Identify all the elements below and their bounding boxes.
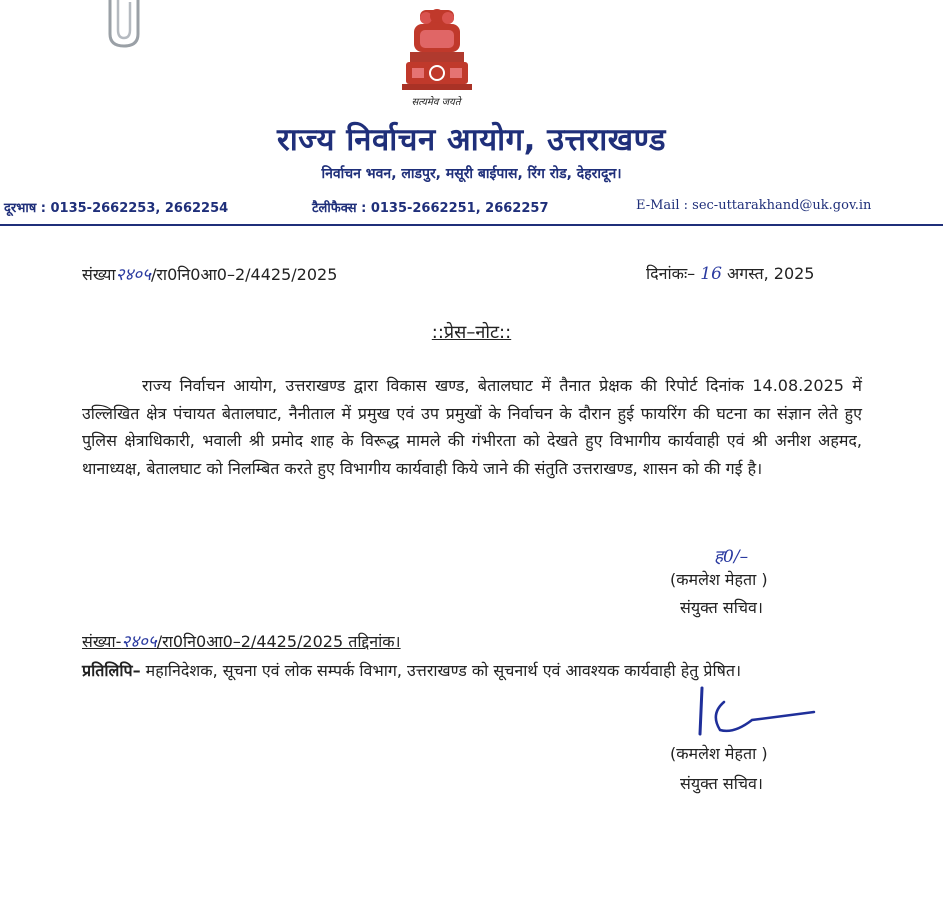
ref-number-handwritten: २४०५ — [115, 265, 151, 285]
phone-label: दूरभाष : — [4, 201, 46, 216]
national-emblem-icon — [398, 8, 476, 106]
email-line — [636, 198, 871, 213]
copy-ref-prefix: संख्या- — [82, 632, 122, 651]
signatory-designation: संयुक्त सचिव। — [680, 598, 763, 617]
phone-line — [4, 198, 228, 216]
org-title: राज्य निर्वाचन आयोग, उत्तराखण्ड — [277, 122, 666, 158]
copy-reference — [82, 629, 401, 652]
signatory-name: (कमलेश मेहता ) — [670, 570, 768, 589]
signatory-initial: ह0/– — [714, 547, 749, 567]
press-note-heading: ::प्रेस–नोट:: — [431, 322, 512, 343]
header-divider — [0, 224, 943, 226]
fax-line — [312, 198, 549, 216]
date-rest: अगस्त, 2025 — [727, 264, 815, 283]
phone-value: 0135-2662253, 2662254 — [50, 201, 229, 216]
ref-suffix: /रा0नि0आ0–2/4425/2025 — [150, 265, 338, 284]
emblem-motto: सत्यमेव जयते — [411, 97, 461, 108]
copy-to-text — [82, 657, 862, 685]
org-address: निर्वाचन भवन, लाडपुर, मसूरी बाईपास, रिंग रोड, देहरादून। — [321, 166, 622, 182]
date-label: दिनांकः– — [646, 264, 696, 283]
press-note-body — [82, 372, 862, 482]
paperclip-icon — [102, 0, 152, 50]
copy-body: महानिदेशक, सूचना एवं लोक सम्पर्क विभाग, उत्तराखण्ड को सूचनार्थ एवं आवश्यक कार्यवाही हेतु प्रेषित। — [140, 661, 742, 680]
date-day-handwritten: 16 — [700, 264, 722, 284]
reference-number — [82, 262, 337, 285]
ref-prefix: संख्या — [82, 265, 116, 284]
reference-date — [646, 262, 814, 284]
copy-ref-suffix: /रा0नि0आ0–2/4425/2025 तद्दिनांक। — [156, 632, 401, 651]
copy-label: प्रतिलिपि– — [82, 661, 141, 680]
copy-signatory-name: (कमलेश मेहता ) — [670, 744, 768, 763]
fax-value: 0135-2662251, 2662257 — [370, 201, 549, 216]
copy-signatory-designation: संयुक्त सचिव। — [680, 774, 763, 793]
email-label: E-Mail : — [636, 198, 689, 213]
body-paragraph: राज्य निर्वाचन आयोग, उत्तराखण्ड द्वारा विकास खण्ड, बेतालघाट में तैनात प्रेक्षक की रिपोर्ट दिनांक 14.08.2025 में उल्लिखित क्षेत्र पंचायत बेतालघाट, नैनीताल में प्रमुख एवं उप प्रमुखों के निर्वाचन के दौरान हुई फायरिंग की घटना का संज्ञान लेते हुए पुलिस क्षेत्राधिकारी, भवाली श्री प्रमोद शाह के विरूद्ध मामले की गंभीरता को देखते हुए विभागीय कार्यवाही एवं श्री अनीश अहमद, थानाध्यक्ष, बेतालघाट को निलम्बित करते हुए विभागीय कार्यवाही किये जाने की संतुति उत्तराखण्ड, शासन को की गई है। — [82, 376, 862, 478]
handwritten-signature — [690, 684, 820, 740]
email-value[interactable]: sec-uttarakhand@uk.gov.in — [692, 198, 872, 213]
copy-ref-number-handwritten: २४०५ — [121, 632, 157, 652]
fax-label: टैलीफैक्स : — [312, 201, 367, 216]
